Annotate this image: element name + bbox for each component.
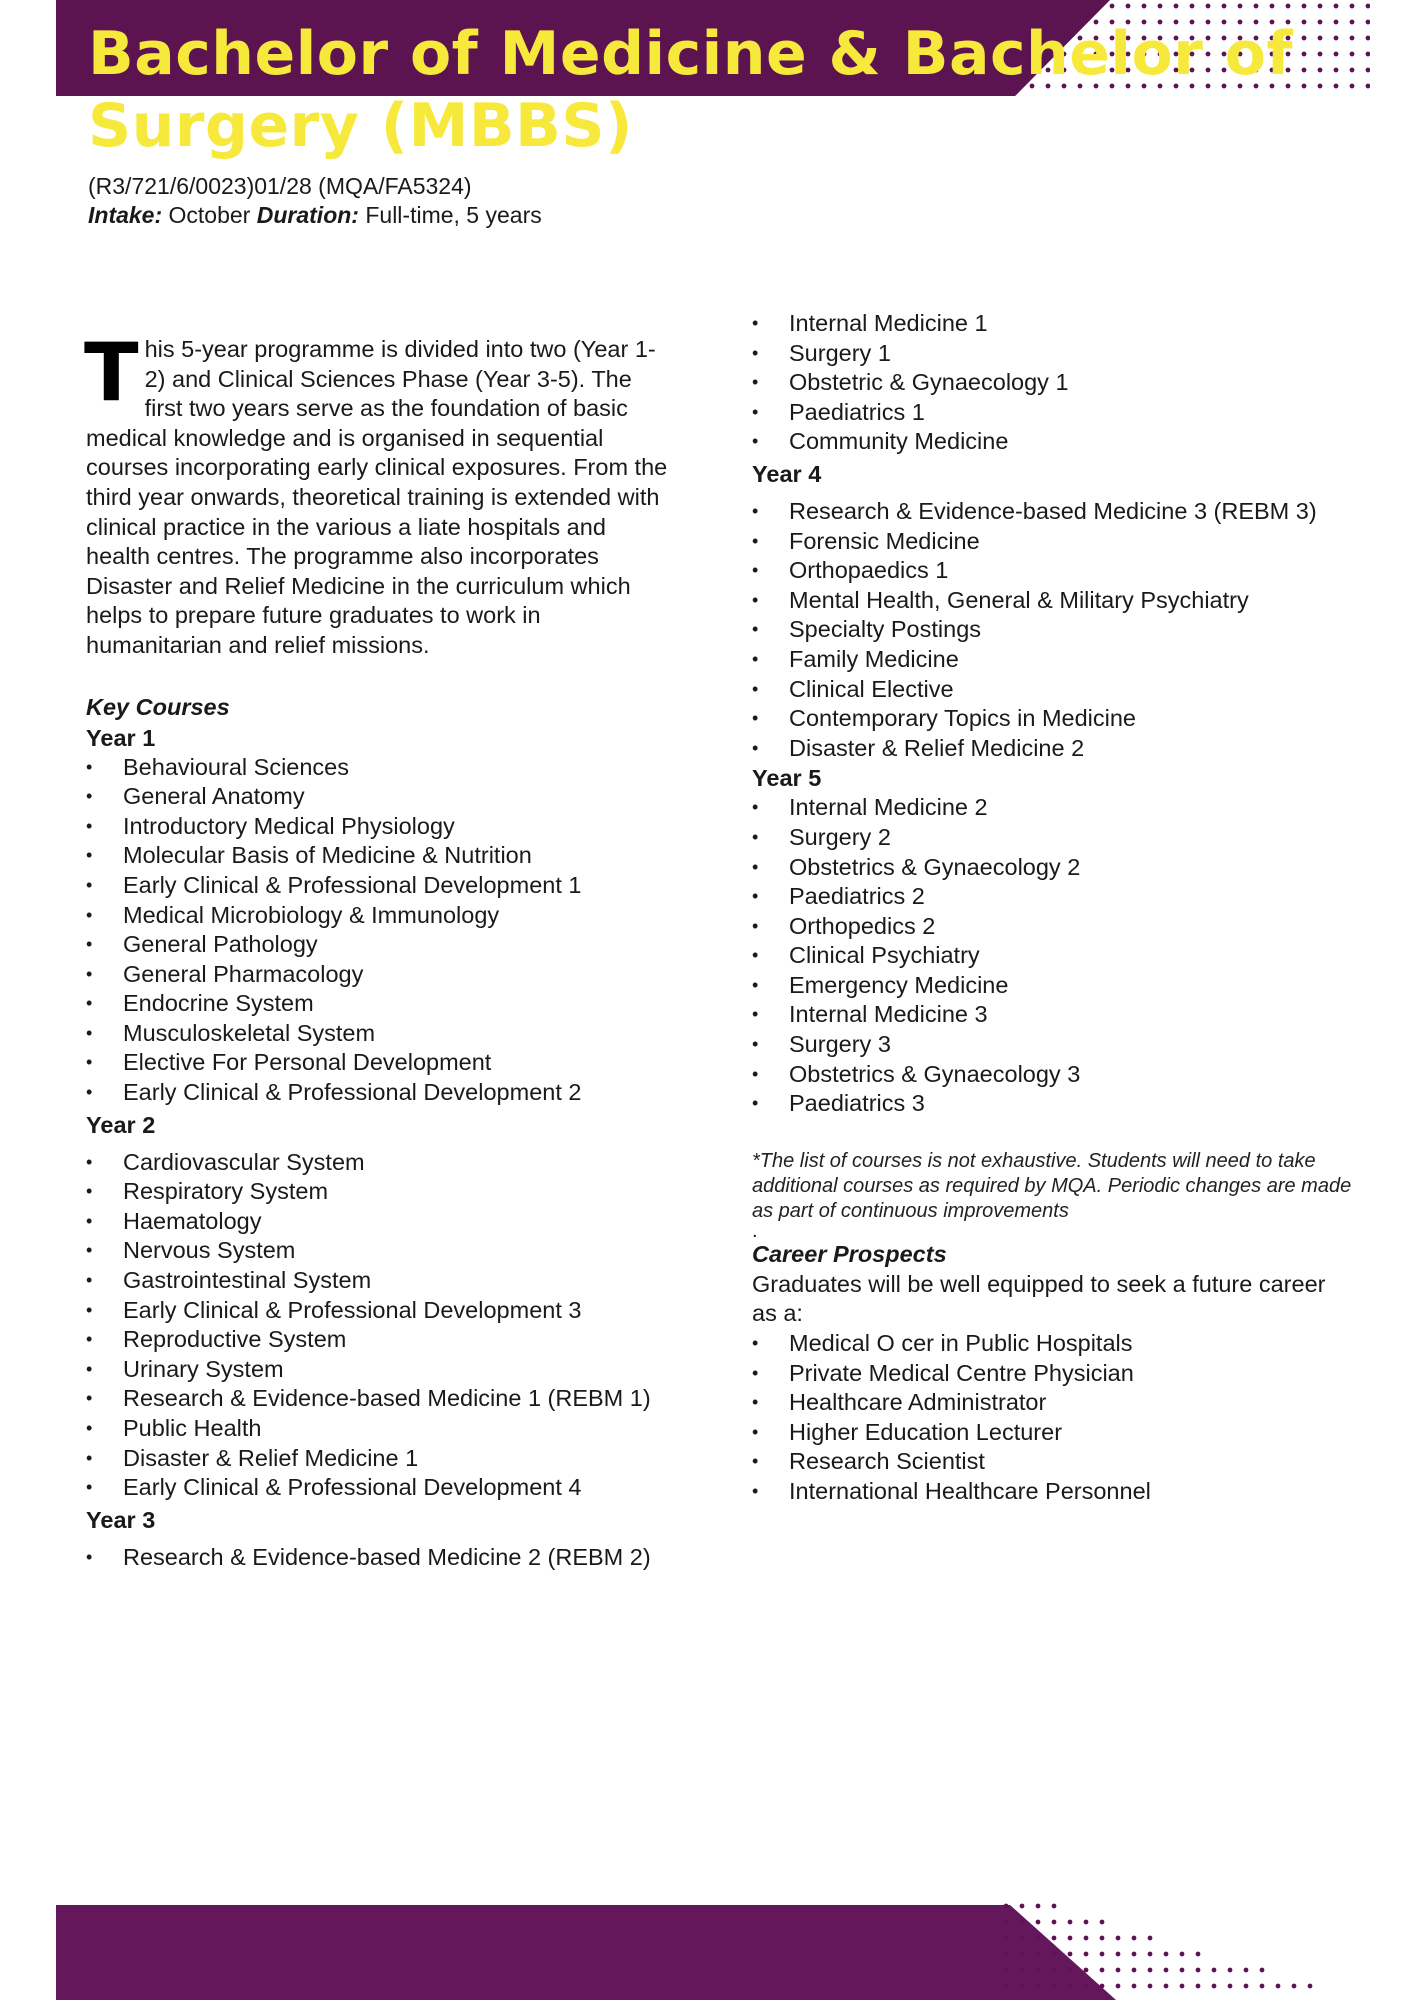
- decorative-dot: [1020, 1920, 1025, 1925]
- decorative-dot: [1078, 4, 1083, 9]
- year-2-list: [86, 1148, 671, 1503]
- decorative-dot: [1228, 1984, 1233, 1989]
- list-item: • Respiratory System: [86, 1177, 671, 1207]
- list-item: • Research & Evidence-based Medicine 1 (REBM 1): [86, 1384, 671, 1414]
- decorative-dot: [1004, 1904, 1009, 1909]
- decorative-dot: [1100, 1968, 1105, 1973]
- decorative-dot: [1132, 1952, 1137, 1957]
- list-item: • Urinary System: [86, 1355, 671, 1385]
- list-item: • Behavioural Sciences: [86, 753, 671, 783]
- decorative-dot: [1052, 1968, 1057, 1973]
- list-item: • Family Medicine: [752, 645, 1352, 675]
- decorative-dot: [1148, 1984, 1153, 1989]
- courses-note: *The list of courses is not exhaustive. Students will need to take additional courses as required by MQA. Periodic changes are made as part of continuous improvements: [752, 1149, 1352, 1222]
- decorative-dot: [1302, 4, 1307, 9]
- left-column: [84, 326, 671, 1572]
- year-4-heading: Year 4: [752, 460, 822, 487]
- year-5-heading: Year 5: [752, 765, 822, 792]
- list-item: • Surgery 1: [752, 339, 1352, 369]
- list-item: • Disaster & Relief Medicine 2: [752, 734, 1352, 764]
- decorative-dot: [1004, 1920, 1009, 1925]
- right-column: [752, 309, 1352, 1507]
- decorative-dot: [1100, 1936, 1105, 1941]
- decorative-dot: [1100, 1984, 1105, 1989]
- list-item: • Endocrine System: [86, 989, 671, 1019]
- list-item: • Internal Medicine 2: [752, 793, 1352, 823]
- decorative-dot: [1276, 1984, 1281, 1989]
- list-item: • Forensic Medicine: [752, 527, 1352, 557]
- decorative-dot: [1366, 4, 1370, 9]
- list-item: • Obstetrics & Gynaecology 3: [752, 1060, 1352, 1090]
- list-item: • Internal Medicine 3: [752, 1000, 1352, 1030]
- decorative-dot: [1084, 1968, 1089, 1973]
- decorative-dot: [1068, 1920, 1073, 1925]
- list-item: • Medical Microbiology & Immunology: [86, 901, 671, 931]
- decorative-dot: [1020, 1952, 1025, 1957]
- intake-label: Intake:: [88, 202, 163, 228]
- drop-cap: T: [84, 326, 139, 419]
- decorative-dot: [1020, 1968, 1025, 1973]
- decorative-dot: [1030, 4, 1035, 9]
- decorative-dot: [1318, 4, 1323, 9]
- intake-duration: [88, 201, 558, 230]
- list-item: • Early Clinical & Professional Development 3: [86, 1296, 671, 1326]
- decorative-dot: [1334, 4, 1339, 9]
- list-item: • Clinical Psychiatry: [752, 941, 1352, 971]
- decorative-dot: [1148, 1968, 1153, 1973]
- list-item: • Orthopedics 2: [752, 912, 1352, 942]
- intake-value: October: [168, 202, 251, 228]
- decorative-dot: [1212, 1968, 1217, 1973]
- list-item: • Paediatrics 2: [752, 882, 1352, 912]
- decorative-dot: [1052, 1952, 1057, 1957]
- list-item: • Obstetrics & Gynaecology 2: [752, 853, 1352, 883]
- list-item: • Healthcare Administrator: [752, 1388, 1352, 1418]
- decorative-dot: [1206, 4, 1211, 9]
- list-item: • Higher Education Lecturer: [752, 1418, 1352, 1448]
- list-item: • Haematology: [86, 1207, 671, 1237]
- decorative-dot: [1132, 1984, 1137, 1989]
- decorative-dot: [1158, 4, 1163, 9]
- list-item: • Research & Evidence-based Medicine 2 (REBM 2): [86, 1543, 671, 1573]
- decorative-dot: [1036, 1952, 1041, 1957]
- list-item: • Internal Medicine 1: [752, 309, 1352, 339]
- list-item: • Mental Health, General & Military Psychiatry: [752, 586, 1352, 616]
- decorative-dot: [1292, 1984, 1297, 1989]
- decorative-dot: [1260, 1984, 1265, 1989]
- duration-value: Full-time, 5 years: [365, 202, 542, 228]
- decorative-dot: [1132, 1936, 1137, 1941]
- list-item: • Research Scientist: [752, 1447, 1352, 1477]
- year-3-list-a: [86, 1543, 671, 1573]
- decorative-dot: [1084, 1984, 1089, 1989]
- decorative-dot: [1100, 1920, 1105, 1925]
- list-item: • Surgery 2: [752, 823, 1352, 853]
- decorative-dot: [1068, 1936, 1073, 1941]
- decorative-dot: [1116, 1984, 1121, 1989]
- decorative-dot: [1260, 1968, 1265, 1973]
- list-item: • Community Medicine: [752, 427, 1352, 457]
- decorative-dot: [1238, 4, 1243, 9]
- decorative-dot: [1132, 1968, 1137, 1973]
- list-item: • Early Clinical & Professional Development 2: [86, 1078, 671, 1108]
- decorative-dot: [1196, 1952, 1201, 1957]
- footer-band: [56, 1905, 1116, 2000]
- decorative-dot: [1244, 1968, 1249, 1973]
- decorative-dot: [1084, 1936, 1089, 1941]
- decorative-dot: [1126, 4, 1131, 9]
- list-item: • Research & Evidence-based Medicine 3 (REBM 3): [752, 497, 1352, 527]
- decorative-dot: [1052, 1920, 1057, 1925]
- list-item: • Medical O cer in Public Hospitals: [752, 1329, 1352, 1359]
- decorative-dot: [1174, 4, 1179, 9]
- year-3-list-b: [752, 309, 1352, 457]
- decorative-dot: [1116, 1952, 1121, 1957]
- decorative-dot: [1052, 1984, 1057, 1989]
- decorative-dot: [1020, 1904, 1025, 1909]
- decorative-dot: [1052, 1936, 1057, 1941]
- decorative-dot: [1212, 1984, 1217, 1989]
- year-4-list: [752, 497, 1352, 763]
- decorative-dot: [1068, 1952, 1073, 1957]
- career-heading: Career Prospects: [752, 1240, 947, 1267]
- decorative-dot: [1270, 4, 1275, 9]
- decorative-dot: [1148, 1952, 1153, 1957]
- list-item: • Disaster & Relief Medicine 1: [86, 1444, 671, 1474]
- decorative-dot: [1052, 1904, 1057, 1909]
- decorative-dot: [1036, 1984, 1041, 1989]
- career-intro: Graduates will be well equipped to seek a future career as a:: [752, 1270, 1326, 1327]
- list-item: • Nervous System: [86, 1236, 671, 1266]
- list-item: • Molecular Basis of Medicine & Nutrition: [86, 841, 671, 871]
- list-item: • Introductory Medical Physiology: [86, 812, 671, 842]
- decorative-dot: [1020, 1984, 1025, 1989]
- decorative-dot: [1004, 1936, 1009, 1941]
- list-item: • Private Medical Centre Physician: [752, 1359, 1352, 1389]
- decorative-dots-bottom: [1000, 1900, 1410, 2000]
- list-item: • Early Clinical & Professional Development 1: [86, 871, 671, 901]
- page-title: Bachelor of Medicine & Bachelor of Surgery (MBBS): [88, 19, 1294, 161]
- list-item: • Paediatrics 1: [752, 398, 1352, 428]
- decorative-dot: [1068, 1968, 1073, 1973]
- year-1-heading: Year 1: [86, 724, 156, 751]
- decorative-dot: [1308, 1984, 1313, 1989]
- list-item: • Orthopaedics 1: [752, 556, 1352, 586]
- decorative-dot: [1062, 4, 1067, 9]
- decorative-dot: [1110, 4, 1115, 9]
- decorative-dot: [1020, 1936, 1025, 1941]
- decorative-dot: [1084, 1952, 1089, 1957]
- decorative-dot: [1004, 1968, 1009, 1973]
- list-item: • Gastrointestinal System: [86, 1266, 671, 1296]
- list-item: • Emergency Medicine: [752, 971, 1352, 1001]
- decorative-dot: [1142, 4, 1147, 9]
- decorative-dot: [1094, 4, 1099, 9]
- decorative-dot: [1046, 4, 1051, 9]
- list-item: • General Anatomy: [86, 782, 671, 812]
- decorative-dot: [1180, 1984, 1185, 1989]
- year-2-heading: Year 2: [86, 1111, 156, 1138]
- decorative-dot: [1190, 4, 1195, 9]
- courses-note-dot: .: [752, 1219, 758, 1242]
- list-item: • Obstetric & Gynaecology 1: [752, 368, 1352, 398]
- decorative-dot: [1116, 1936, 1121, 1941]
- list-item: • Surgery 3: [752, 1030, 1352, 1060]
- list-item: • Paediatrics 3: [752, 1089, 1352, 1119]
- list-item: • Elective For Personal Development: [86, 1048, 671, 1078]
- decorative-dot: [1100, 1952, 1105, 1957]
- decorative-dot: [1084, 1920, 1089, 1925]
- list-item: • Reproductive System: [86, 1325, 671, 1355]
- list-item: • Cardiovascular System: [86, 1148, 671, 1178]
- decorative-dot: [1222, 4, 1227, 9]
- decorative-dot: [1180, 1952, 1185, 1957]
- decorative-dot: [1036, 1904, 1041, 1909]
- decorative-dot: [1180, 1968, 1185, 1973]
- decorative-dot: [1196, 1984, 1201, 1989]
- decorative-dot: [1244, 1984, 1249, 1989]
- decorative-dot: [1196, 1968, 1201, 1973]
- programme-meta: [88, 172, 558, 230]
- key-courses-heading: Key Courses: [86, 693, 230, 720]
- decorative-dot: [1004, 1984, 1009, 1989]
- decorative-dot: [1164, 1968, 1169, 1973]
- programme-code: (R3/721/6/0023)01/28 (MQA/FA5324): [88, 173, 472, 199]
- decorative-dot: [1286, 4, 1291, 9]
- decorative-dot: [1350, 4, 1355, 9]
- decorative-dot: [1116, 1968, 1121, 1973]
- decorative-dot: [1164, 1984, 1169, 1989]
- decorative-dot: [1036, 1936, 1041, 1941]
- list-item: • Early Clinical & Professional Development 4: [86, 1473, 671, 1503]
- list-item: • Public Health: [86, 1414, 671, 1444]
- year-5-list: [752, 793, 1352, 1119]
- list-item: • Clinical Elective: [752, 675, 1352, 705]
- decorative-dot: [1148, 1936, 1153, 1941]
- list-item: • Specialty Postings: [752, 615, 1352, 645]
- decorative-dot: [1164, 1952, 1169, 1957]
- decorative-dot: [1228, 1968, 1233, 1973]
- year-1-list: [86, 753, 671, 1108]
- career-list: [752, 1329, 1352, 1507]
- decorative-dot: [1254, 4, 1259, 9]
- list-item: • General Pathology: [86, 930, 671, 960]
- year-3-heading: Year 3: [86, 1506, 156, 1533]
- duration-label: Duration:: [256, 202, 359, 228]
- list-item: • General Pharmacology: [86, 960, 671, 990]
- list-item: • Contemporary Topics in Medicine: [752, 704, 1352, 734]
- list-item: • Musculoskeletal System: [86, 1019, 671, 1049]
- decorative-dot: [1004, 1952, 1009, 1957]
- intro-text: his 5-year programme is divided into two (Year 1-2) and Clinical Sciences Phase (Year 3-5). The first two years serve as the foundation of basic medical knowledge and is organised in sequential courses incorporating early clinical exposures. From the third year onwards, theoretical training is extended with clinical practice in the various a liate hospitals and health centres. The programme also incorporates Disaster and Relief Medicine in the curriculum which helps to prepare future graduates to work in humanitarian and relief missions.: [86, 336, 668, 658]
- list-item: • International Healthcare Personnel: [752, 1477, 1352, 1507]
- decorative-dot: [1036, 1968, 1041, 1973]
- intro-paragraph: [84, 326, 671, 661]
- decorative-dot: [1068, 1984, 1073, 1989]
- decorative-dot: [1036, 1920, 1041, 1925]
